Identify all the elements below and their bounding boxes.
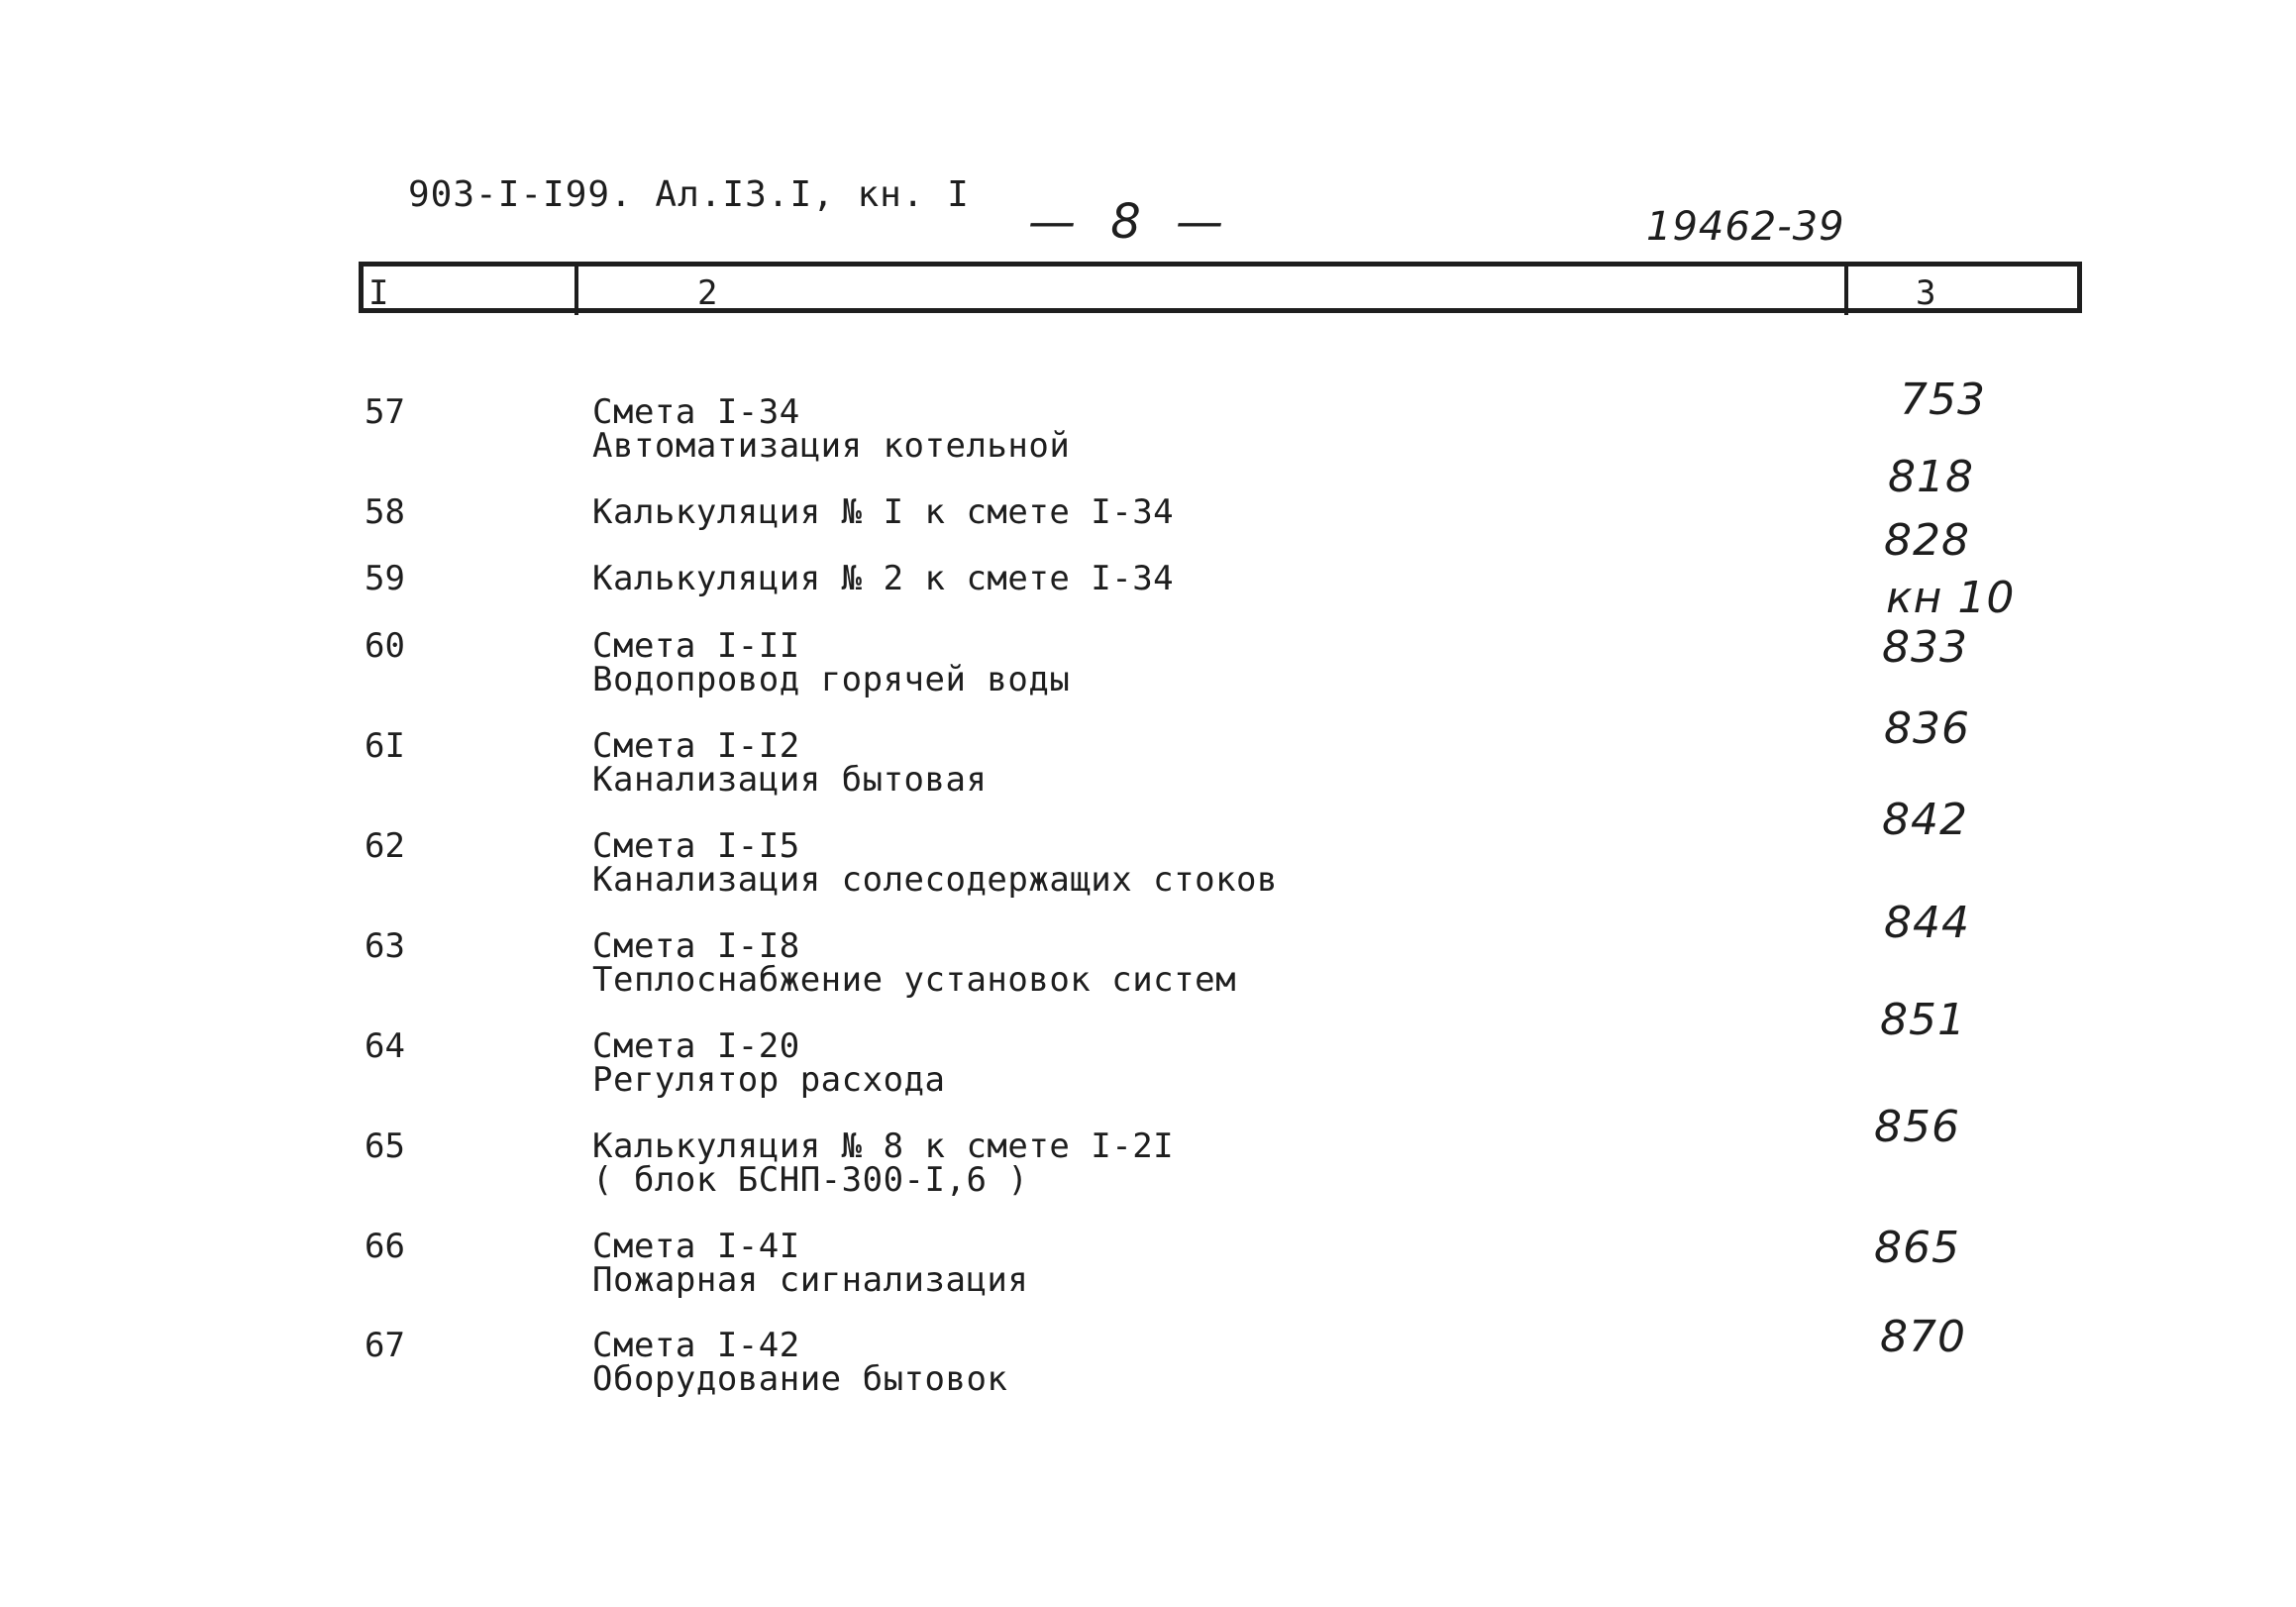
- row-subtitle: Водопровод горячей воды: [592, 660, 1071, 699]
- row-number: 59: [365, 559, 405, 598]
- row-number: 57: [365, 392, 405, 432]
- page-reference: 865: [1874, 1223, 1960, 1273]
- row-number: 67: [365, 1326, 405, 1365]
- page-reference: кн 10: [1886, 573, 2016, 623]
- page-reference: 870: [1880, 1312, 1966, 1362]
- column-header-3: 3: [1916, 273, 1936, 313]
- column-header-1: I: [368, 273, 389, 313]
- row-subtitle: Регулятор расхода: [592, 1060, 946, 1100]
- row-title: Смета I-42: [592, 1326, 800, 1365]
- page-reference: 856: [1874, 1102, 1960, 1152]
- row-title: Смета I-I8: [592, 926, 800, 966]
- row-number: 62: [365, 826, 405, 866]
- row-title: Смета I-20: [592, 1026, 800, 1066]
- row-subtitle: Пожарная сигнализация: [592, 1260, 1029, 1300]
- row-title: Калькуляция № I к смете I-34: [592, 492, 1175, 532]
- document-code: 903-I-I99. Ал.I3.I, кн. I: [408, 174, 970, 215]
- page-number: — 8 —: [1028, 194, 1234, 250]
- row-title: Смета I-II: [592, 626, 800, 666]
- row-number: 6I: [365, 726, 405, 766]
- table-header: [359, 262, 2082, 313]
- row-number: 63: [365, 926, 405, 966]
- row-subtitle: Теплоснабжение установок систем: [592, 960, 1237, 1000]
- archive-number: 19462-39: [1646, 204, 1845, 250]
- row-subtitle: Канализация солесодержащих стоков: [592, 860, 1279, 900]
- row-subtitle: ( блок БСНП-300-I,6 ): [592, 1160, 1029, 1200]
- row-title: Смета I-I5: [592, 826, 800, 866]
- page-reference: 836: [1884, 703, 1970, 754]
- row-subtitle: Оборудование бытовок: [592, 1359, 1008, 1399]
- page-reference: 851: [1880, 995, 1966, 1045]
- row-title: Смета I-4I: [592, 1227, 800, 1266]
- row-title: Калькуляция № 2 к смете I-34: [592, 559, 1175, 598]
- row-number: 58: [365, 492, 405, 532]
- page-reference: 844: [1884, 898, 1970, 948]
- row-title: Калькуляция № 8 к смете I-2I: [592, 1126, 1175, 1166]
- row-title: Смета I-I2: [592, 726, 800, 766]
- column-divider: [574, 266, 578, 315]
- row-number: 65: [365, 1126, 405, 1166]
- column-divider: [1844, 266, 1848, 315]
- row-subtitle: Канализация бытовая: [592, 760, 988, 800]
- page-reference: 833: [1882, 622, 1968, 673]
- column-header-2: 2: [697, 273, 718, 313]
- row-number: 66: [365, 1227, 405, 1266]
- page-reference: 842: [1882, 795, 1968, 845]
- row-title: Смета I-34: [592, 392, 800, 432]
- page-reference: 753: [1900, 375, 1986, 425]
- page-reference: 828: [1884, 515, 1970, 566]
- row-subtitle: Автоматизация котельной: [592, 426, 1071, 466]
- page-reference: 818: [1888, 452, 1974, 502]
- row-number: 64: [365, 1026, 405, 1066]
- row-number: 60: [365, 626, 405, 666]
